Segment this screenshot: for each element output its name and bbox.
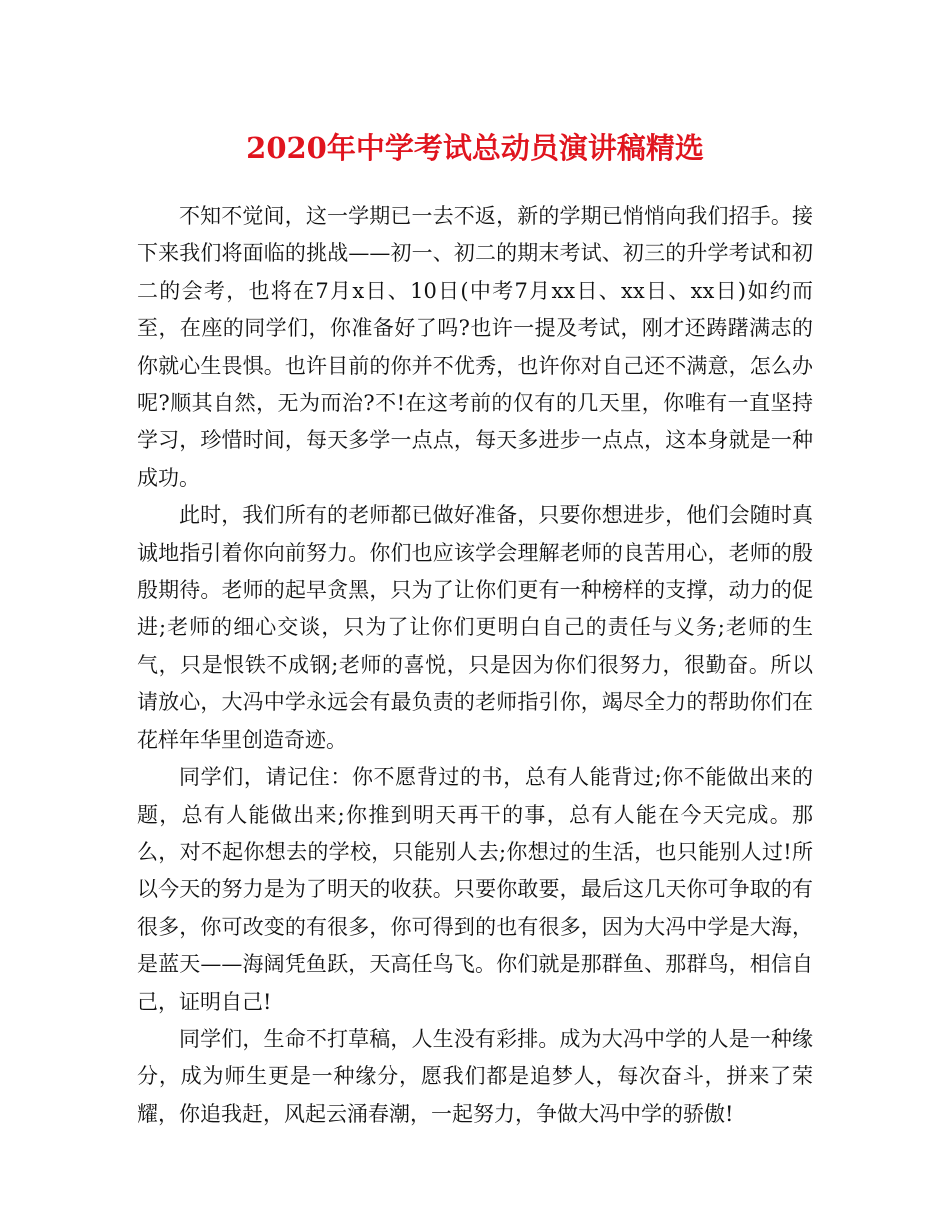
document-title: 2020年中学考试总动员演讲稿精选 xyxy=(246,131,704,165)
paragraph-3: 同学们，请记住：你不愿背过的书，总有人能背过;你不能做出来的题，总有人能做出来;你推到明天再干的事，总有人能在今天完成。那么，对不起你想去的学校，只能别人去;你想过的生活，也只能别人过!所以今天的努力是为了明天的收获。只要你敢要，最后这几天你可争取的有很多，你可改变的有很多，你可得到的也有很多，因为大冯中学是大海，是蓝天——海阔凭鱼跃，天高任鸟飞。你们就是那群鱼、那群鸟，相信自己，证明自己! xyxy=(137,765,813,1014)
document-body xyxy=(137,198,813,1133)
paragraph-2: 此时，我们所有的老师都已做好准备，只要你想进步，他们会随时真诚地指引着你向前努力。你们也应该学会理解老师的良苦用心，老师的殷殷期待。老师的起早贪黑，只为了让你们更有一种榜样的支撑，动力的促进;老师的细心交谈，只为了让你们更明白自己的责任与义务;老师的生气，只是恨铁不成钢;老师的喜悦，只是因为你们很努力，很勤奋。所以请放心，大冯中学永远会有最负责的老师指引你，竭尽全力的帮助你们在花样年华里创造奇迹。 xyxy=(137,503,813,752)
paragraph-1: 不知不觉间，这一学期已一去不返，新的学期已悄悄向我们招手。接下来我们将面临的挑战——初一、初二的期末考试、初三的升学考试和初二的会考，也将在7月x日、10日(中考7月xx日、xx日、xx日)如约而至，在座的同学们，你准备好了吗?也许一提及考试，刚才还踌躇满志的你就心生畏惧。也许目前的你并不优秀，也许你对自己还不满意，怎么办呢?顺其自然，无为而治?不!在这考前的仅有的几天里，你唯有一直坚持学习，珍惜时间，每天多学一点点，每天多进步一点点，这本身就是一种成功。 xyxy=(137,204,813,490)
paragraph-4: 同学们，生命不打草稿，人生没有彩排。成为大冯中学的人是一种缘分，成为师生更是一种缘分，愿我们都是追梦人，每次奋斗，拼来了荣耀，你追我赶，风起云涌春潮，一起努力，争做大冯中学的骄傲! xyxy=(137,1026,813,1126)
